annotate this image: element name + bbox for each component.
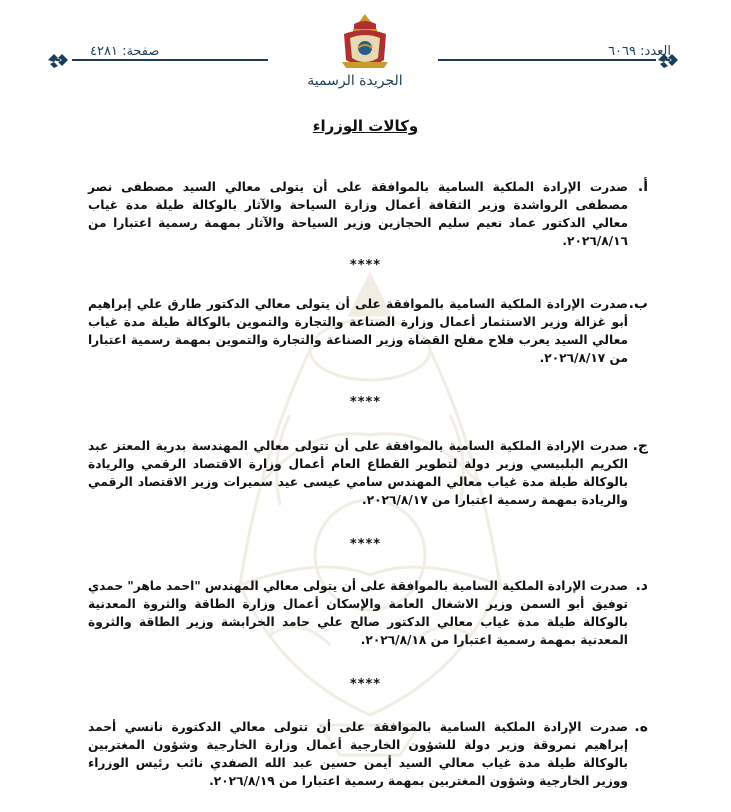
separator: ****	[349, 537, 382, 552]
item-letter: ج.	[632, 438, 648, 454]
item-letter: أ.	[637, 179, 648, 195]
issue-number: العدد: ٦٠٦٩	[608, 44, 671, 59]
item-text: صدرت الإرادة الملكية السامية بالموافقة على أن يتولى معالي المهندس "احمد ماهر" حمدي توفيق أبو السمن وزير الاشغال العامة والإسكان أعمال وزارة الطاقة والثروة المعدنية بالوكالة طيلة مدة غياب معالي الدكتور صالح علي حامد الخرابشة وزير الطاقة والثروة المعدنية بمهمة رسمية اعتبارا من ٢٠٢٦/٨/١٨.	[88, 579, 628, 647]
header-rule-right	[438, 59, 656, 61]
header-rule-left	[72, 59, 268, 61]
decree-item	[88, 718, 648, 790]
separator: ****	[349, 677, 382, 692]
item-text: صدرت الإرادة الملكية السامية بالموافقة على أن تتولى معالي الدكتورة نانسي أحمد إبراهيم نمروقة وزير دولة للشؤون الخارجية أعمال وزارة الخارجية وشؤون المغتربين بالوكالة طيلة مدة غياب معالي السيد أيمن حسين عبد الله الصفدي نائب رئيس الوزراء ووزير الخارجية وشؤون المغتربين بمهمة رسمية اعتبارا من ٢٠٢٦/٨/١٩.	[88, 720, 628, 788]
gazette-title: الجريدة الرسمية	[307, 73, 403, 89]
item-text: صدرت الإرادة الملكية السامية بالموافقة على أن تتولى معالي المهندسة بدرية المعتز عبد الكريم البلبيسي وزير دولة لتطوير القطاع العام أعمال وزارة الاقتصاد الرقمي والريادة بالوكالة طيلة مدة غياب معالي المهندس سامي عيسى عيد سميرات وزير الاقتصاد الرقمي والريادة بمهمة رسمية اعتبارا من ٢٠٢٦/٨/١٧.	[88, 439, 628, 507]
separator: ****	[349, 395, 382, 410]
item-letter: ب.	[628, 296, 648, 312]
item-text: صدرت الإرادة الملكية السامية بالموافقة على أن يتولى معالي الدكتور طارق علي إبراهيم أبو غزالة وزير الاستثمار أعمال وزارة الصناعة والتجارة والتموين بالوكالة طيلة مدة غياب معالي السيد يعرب فلاح مفلح القضاة وزير الصناعة والتجارة والتموين بمهمة رسمية اعتبارا من ٢٠٢٦/٨/١٧.	[88, 297, 628, 365]
item-text: صدرت الإرادة الملكية السامية بالموافقة على أن يتولى معالي السيد مصطفى نصر مصطفى الرواشدة وزير الثقافة أعمال وزارة السياحة والآثار بالوكالة طيلة مدة غياب معالي الدكتور عماد نعيم سليم الحجازين وزير السياحة والآثار بمهمة رسمية اعتبارا من ٢٠٢٦/٨/١٦.	[88, 180, 628, 248]
section-title: وكالات الوزراء	[312, 117, 419, 135]
decree-item	[88, 437, 648, 509]
decree-item	[88, 577, 648, 649]
ornament-knot-icon	[46, 50, 70, 70]
decree-item	[88, 295, 648, 367]
page-number: صفحة: ٤٢٨١	[90, 44, 160, 59]
decree-item	[88, 178, 648, 250]
item-letter: د.	[635, 578, 648, 594]
royal-crest-icon	[334, 12, 396, 74]
item-letter: ه.	[634, 719, 648, 735]
separator: ****	[349, 258, 382, 273]
